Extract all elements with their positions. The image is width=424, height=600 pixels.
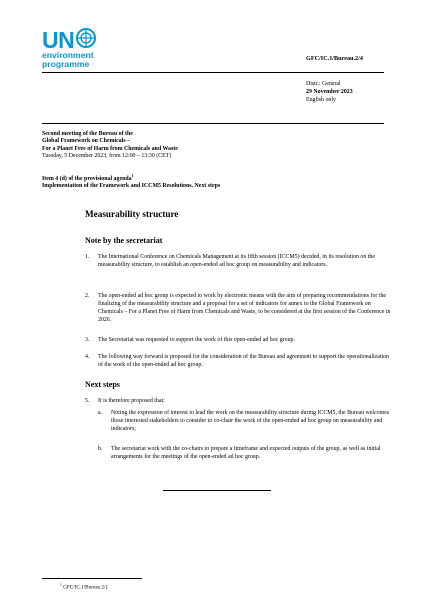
distribution: Distr.: General [306,81,341,87]
sub-item-letter: a. [98,410,103,416]
section-divider [42,123,384,124]
agenda-line-1: Item 4 (d) of the provisional agenda [42,175,132,182]
paragraph-4 [85,354,395,370]
meeting-info [42,131,342,161]
paragraph-text: The Secretariat was requested to support the work of this open-ended ad hoc group. [98,337,295,343]
paragraph-2 [85,293,395,325]
next-steps-heading: Next steps [85,380,120,389]
paragraph-number: 2. [85,293,90,299]
paragraph-text: The following way forward is proposed for the consideration of the Bureau and agreement to support the operationalization of the work of the open-ended ad hoc group. [98,354,390,368]
agenda-line-2: Implementation of the Framework and ICCM5 Resolutions. Next steps [42,183,221,190]
footnote [60,583,108,591]
logo-line-programme: programme [42,59,90,69]
paragraph-number: 5. [85,398,90,404]
paragraph-text: It is therefore proposed that: [98,398,165,404]
distribution-block [306,80,353,104]
document-date: 29 November 2023 [306,89,353,95]
paragraph-number: 3. [85,337,90,343]
sub-item-text: The secretariat work with the co-chairs to prepare a timeframe and expected outputs of the group, as well as initial arrangements for the meetings of the open-ended ad hoc group. [111,446,381,460]
paragraph-number: 1. [85,254,90,260]
sub-item-b [98,446,396,462]
un-emblem-icon [76,28,96,51]
footnote-ref[interactable]: 1 [131,173,134,178]
meeting-line-1: Second meeting of the Bureau of the [42,131,133,137]
logo-line-environment: environment [42,50,94,60]
document-title: Measurability structure [85,209,179,219]
meeting-line-4: Tuesday, 5 December 2023, from 12:00 – 13:30 (CET) [42,153,172,160]
header-divider [42,72,384,73]
paragraph-text: The open-ended ad hoc group is expected to work by electronic means with the aim of preparing recommendations for the finalizing of the measurability structure and a proposal for a set of indicators for annex to the Global Framework on Chemicals – For a Planet Free of Harm from Chemicals and Waste, to be considered at the first session of the Conference in 2026. [98,293,391,323]
paragraph-5 [85,398,395,406]
meeting-line-3: For a Planet Free of Harm from Chemicals and Waste [42,145,178,152]
footnote-text: GFC/IC.1/Bureau.2/1 [63,584,109,591]
logo-un-text: UN [42,26,75,53]
document-subtitle: Note by the secretariat [85,236,163,245]
agenda-item [42,172,382,191]
meeting-line-2: Global Framework on Chemicals – [42,138,131,145]
paragraph-text: The International Conference on Chemicals Management at its fifth session (ICCM5) decided, in its resolution on the measurability structure, to establish an open-ended ad hoc group on measurability and indicators. [98,254,375,268]
sub-item-text: Noting the expression of interest to lead the work on the measurability structure during ICCM5, the Bureau welcomes those interested stakeholders to consider to co-chair the work of the open-ended ad hoc group on measurability and indicators; [111,410,390,432]
document-symbol: GFC/IC.1/Bureau.2/4 [306,55,363,62]
paragraph-1 [85,254,395,270]
end-of-text-rule [163,490,271,491]
footnote-mark: 1 [60,583,62,587]
footnote-divider [42,578,142,579]
unep-logo [42,28,122,78]
paragraph-3 [85,337,395,345]
sub-item-letter: b. [98,446,103,452]
language: English only [306,97,336,103]
sub-item-a [98,410,396,434]
paragraph-number: 4. [85,354,90,360]
